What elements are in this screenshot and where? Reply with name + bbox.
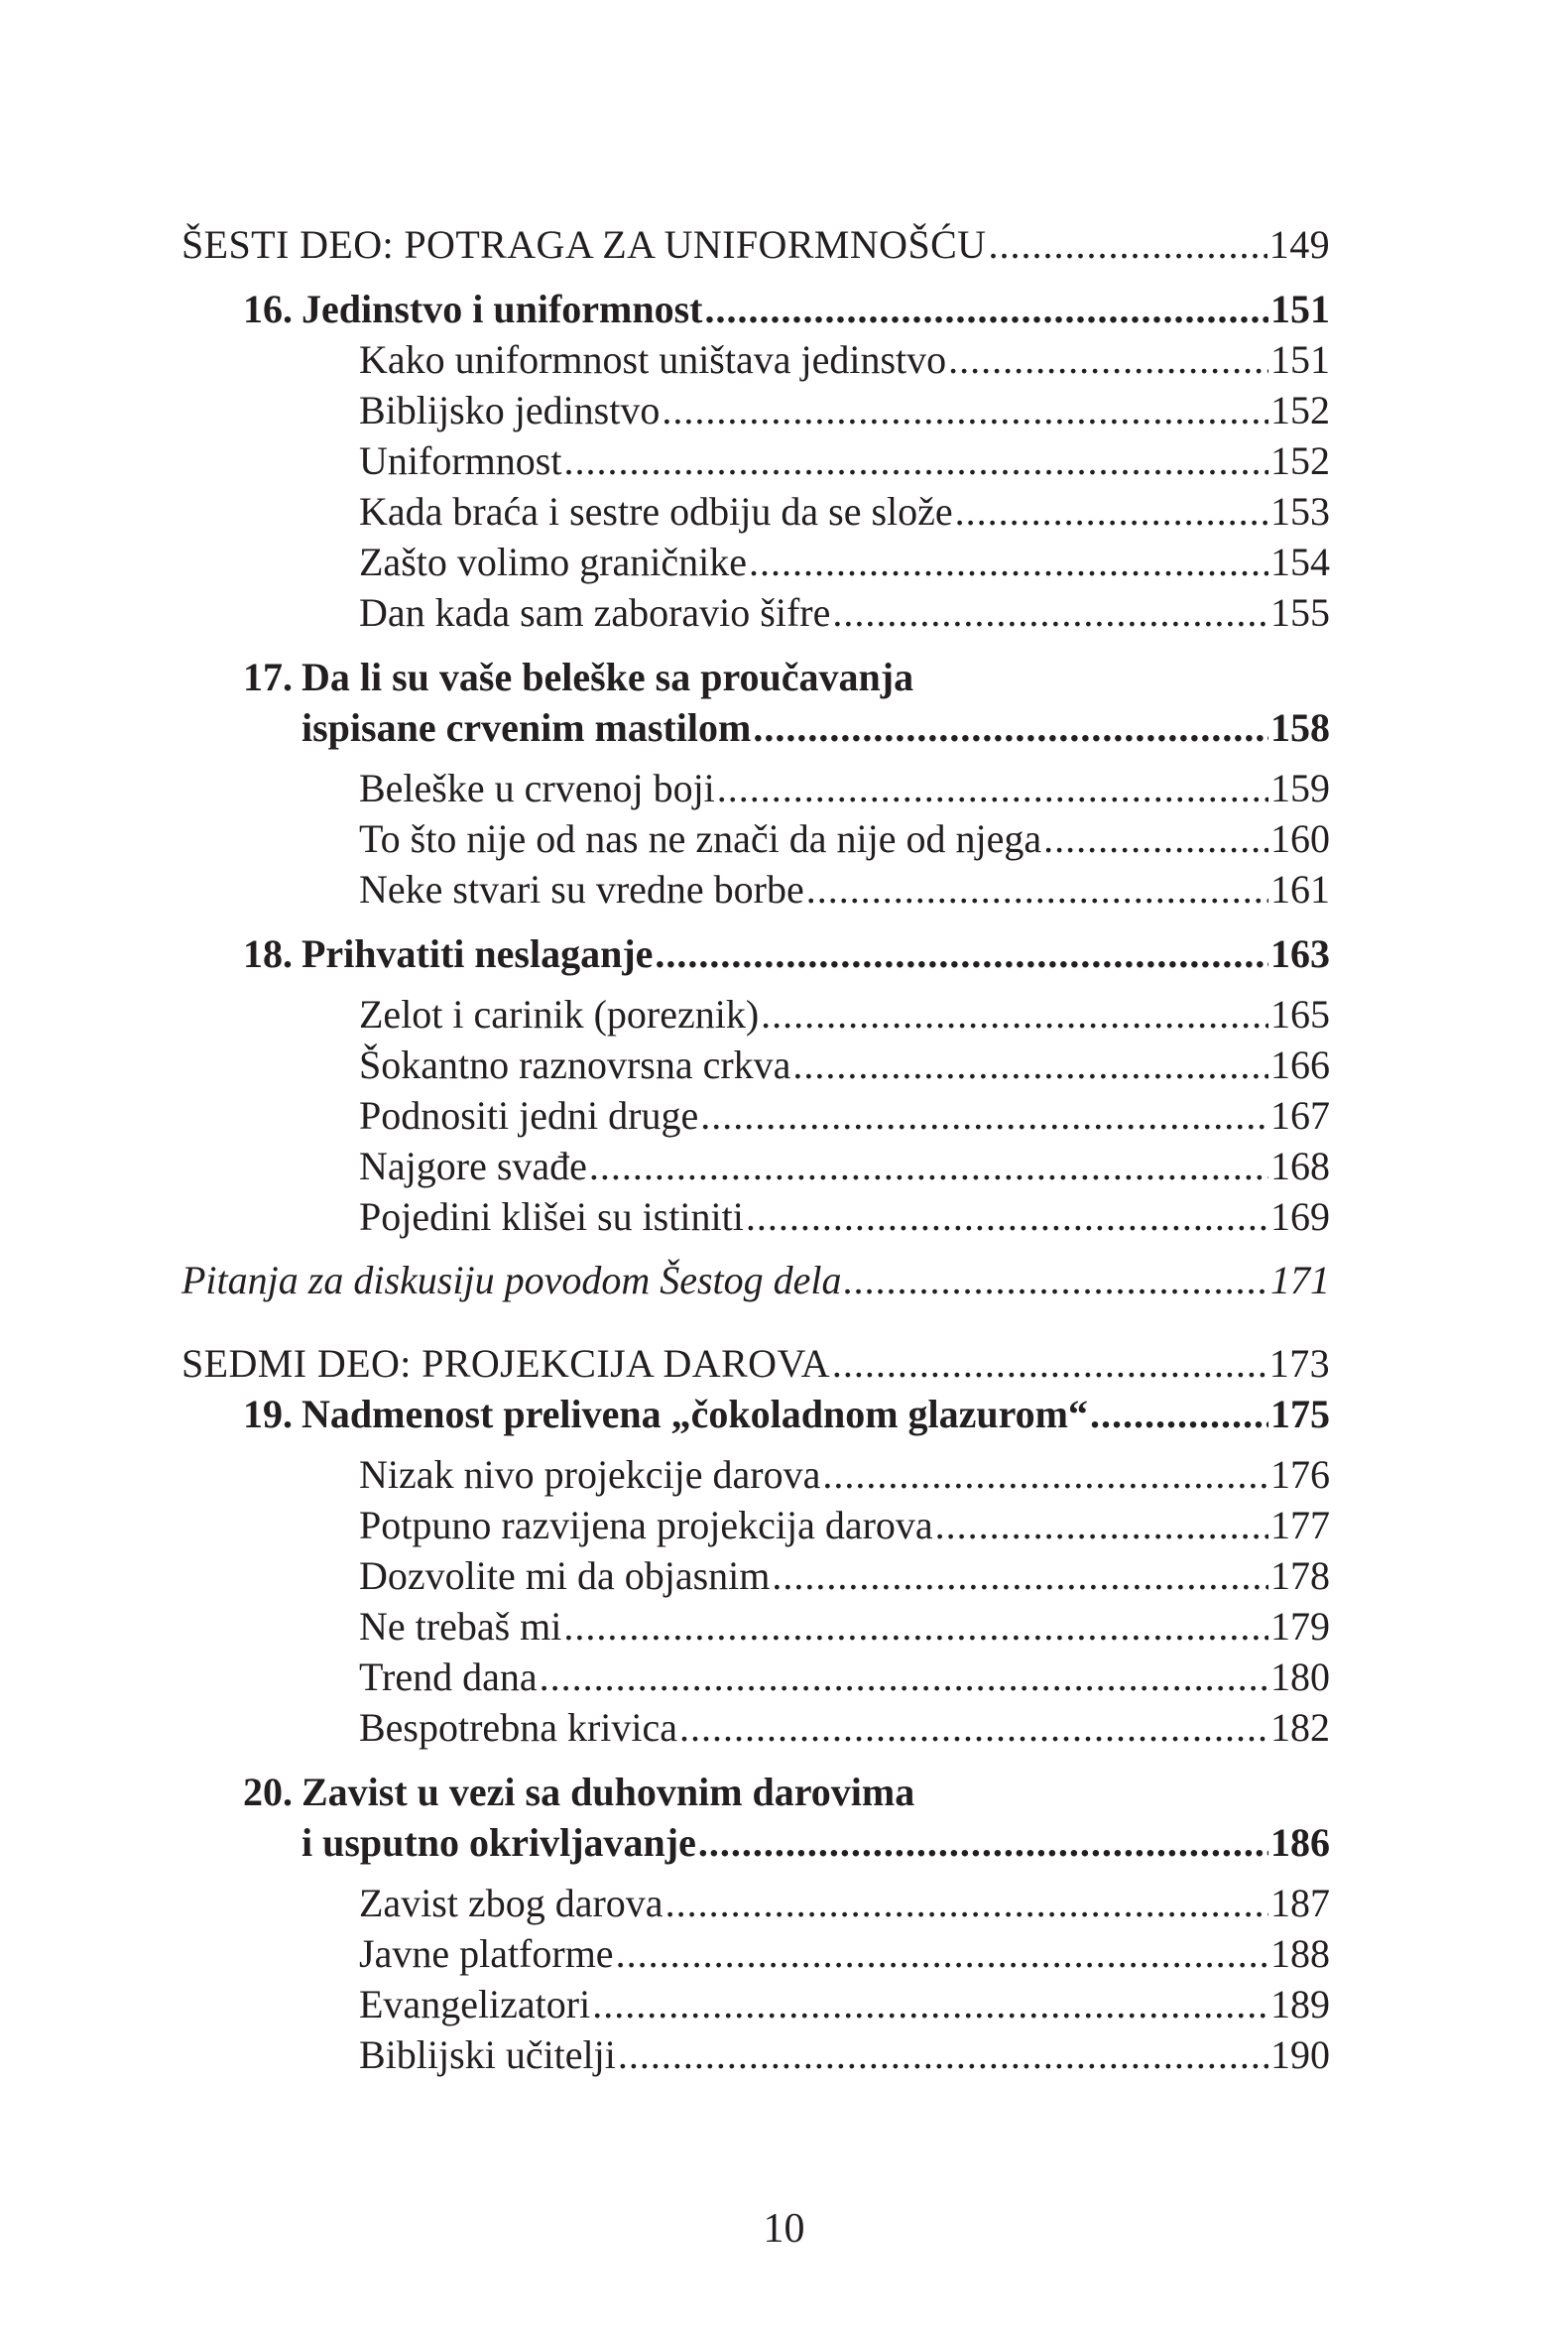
section-title: Ne trebaš mi [359,1604,562,1649]
section-title: Beleške u crvenoj boji [359,766,715,810]
dot-leader [1090,1389,1268,1439]
toc-page-number: 180 [1270,1655,1330,1699]
toc-section [181,334,1330,385]
chapter-number: 17. [243,655,293,699]
toc-page-number: 186 [1270,1820,1330,1865]
toc-page-number: 182 [1270,1705,1330,1750]
toc-page-number: 161 [1270,867,1330,912]
toc-section [181,1191,1330,1242]
dot-leader [1043,813,1268,864]
toc-chapter-continuation [181,702,1330,753]
toc-page-number: 176 [1270,1452,1330,1497]
chapter-number: 19. [243,1392,293,1436]
toc-chapter [181,652,1330,702]
chapter-title: Jedinstvo i uniformnost [302,287,703,331]
toc-section [181,813,1330,864]
toc-page-number: 189 [1270,1982,1330,2026]
section-title: Uniformnost [359,438,562,483]
toc-page-number: 179 [1270,1604,1330,1649]
dot-leader [662,385,1268,435]
section-title: Dozvolite mi da objasnim [359,1553,771,1598]
dot-leader [749,537,1268,587]
toc-page-number: 152 [1270,388,1330,432]
section-title: Javne platforme [359,1931,614,1976]
toc-page-number: 169 [1270,1194,1330,1239]
toc-section [181,864,1330,915]
dot-leader [844,1255,1268,1305]
toc-section [181,486,1330,537]
toc-page-number: 188 [1270,1931,1330,1976]
toc-chapter [181,1389,1330,1439]
toc-section [181,1449,1330,1500]
section-title: Potpuno razvijena projekcija darova [359,1503,933,1547]
dot-leader [616,1928,1268,1979]
toc-page-number: 187 [1270,1881,1330,1925]
section-title: Nizak nivo projekcije darova [359,1452,821,1497]
section-title: Biblijski učitelji [359,2032,616,2077]
section-title: Dan kada sam zaboravio šifre [359,590,831,635]
toc-section [181,537,1330,587]
toc-section [181,763,1330,813]
toc-section [181,2029,1330,2080]
dot-leader [792,1040,1268,1090]
section-title: Zavist zbog darova [359,1881,663,1925]
toc-page-number: 159 [1270,766,1330,810]
dot-leader [935,1500,1268,1550]
dot-leader [592,1979,1268,2029]
dot-leader [589,1141,1268,1191]
section-title: Trend dana [359,1655,538,1699]
toc-section [181,989,1330,1040]
chapter-number: 18. [243,931,293,976]
chapter-title-line1: Da li su vaše beleške sa proučavanja [302,655,914,699]
toc-page-number: 175 [1270,1392,1330,1436]
section-title: Neke stvari su vredne borbe [359,867,804,912]
toc-section [181,1141,1330,1191]
toc-page-number: 168 [1270,1144,1330,1188]
toc-page-number: 155 [1270,590,1330,635]
toc-page-number: 173 [1268,1341,1330,1386]
dot-leader [618,2029,1268,2080]
toc-page-number: 190 [1270,2032,1330,2077]
toc-section [181,435,1330,486]
dot-leader [753,702,1268,753]
toc-part-heading [181,219,1330,270]
table-of-contents [181,219,1330,2080]
toc-page-number: 151 [1270,337,1330,382]
section-title: Bespotrebna krivica [359,1705,677,1750]
dot-leader [540,1652,1268,1702]
section-title: Zelot i carinik (poreznik) [359,992,760,1037]
toc-chapter-continuation [181,1817,1330,1868]
dot-leader [700,1090,1268,1141]
toc-chapter [181,284,1330,334]
toc-page-number: 177 [1270,1503,1330,1547]
toc-section [181,1040,1330,1090]
toc-section [181,1500,1330,1550]
dot-leader [655,928,1268,979]
toc-part-heading [181,1338,1330,1389]
section-title: Podnositi jedni druge [359,1093,699,1138]
toc-section [181,587,1330,638]
toc-page-number: 160 [1270,816,1330,861]
dot-leader [563,435,1268,486]
section-title: Šokantno raznovrsna crkva [359,1042,791,1087]
toc-section [181,1652,1330,1702]
chapter-title: Nadmenost prelivena „čokoladnom glazurom“ [302,1392,1088,1436]
dot-leader [761,989,1268,1040]
dot-leader [955,486,1268,537]
toc-section [181,1979,1330,2029]
discussion-title: Pitanja za diskusiju povodom Šestog dela [181,1258,842,1302]
section-title: Zašto volimo graničnike [359,540,748,584]
toc-page-number: 158 [1270,705,1330,750]
section-title: To što nije od nas ne znači da nije od njega [359,816,1042,861]
dot-leader [679,1702,1268,1753]
toc-part-title: SEDMI DEO: PROJEKCIJA DAROVA [181,1341,830,1386]
chapter-title-line2: ispisane crvenim mastilom [302,705,752,750]
section-title: Najgore svađe [359,1144,587,1188]
page-number: 10 [763,2206,805,2252]
dot-leader [746,1191,1268,1242]
chapter-number: 20. [243,1770,293,1814]
toc-section [181,1928,1330,1979]
toc-page-number: 171 [1270,1258,1330,1302]
toc-page-number: 163 [1270,931,1330,976]
toc-section [181,1550,1330,1601]
section-title: Biblijsko jedinstvo [359,388,661,432]
toc-page-number: 149 [1268,222,1330,267]
chapter-title-line1: Zavist u vezi sa duhovnim darovima [302,1770,915,1814]
toc-discussion-entry [181,1255,1330,1305]
toc-page-number: 167 [1270,1093,1330,1138]
dot-leader [832,587,1268,638]
section-title: Kako uniformnost uništava jedinstvo [359,337,947,382]
toc-chapter [181,928,1330,979]
toc-page-number: 153 [1270,489,1330,534]
chapter-title: Prihvatiti neslaganje [302,931,654,976]
toc-page-number: 166 [1270,1042,1330,1087]
chapter-number: 16. [243,287,293,331]
toc-section [181,1878,1330,1928]
toc-section [181,385,1330,435]
toc-section [181,1090,1330,1141]
section-title: Evangelizatori [359,1982,591,2026]
toc-chapter [181,1767,1330,1817]
toc-page-number: 152 [1270,438,1330,483]
dot-leader [563,1601,1268,1652]
toc-page-number: 178 [1270,1553,1330,1598]
dot-leader [806,864,1268,915]
dot-leader [705,284,1269,334]
toc-section [181,1702,1330,1753]
section-title: Kada braća i sestre odbiju da se slože [359,489,953,534]
toc-part-title: ŠESTI DEO: POTRAGA ZA UNIFORMNOŠĆU [181,222,987,267]
dot-leader [698,1817,1268,1868]
dot-leader [665,1878,1268,1928]
dot-leader [988,219,1266,270]
toc-page-number: 165 [1270,992,1330,1037]
toc-section [181,1601,1330,1652]
dot-leader [822,1449,1268,1500]
dot-leader [948,334,1268,385]
dot-leader [832,1338,1267,1389]
chapter-title-line2: i usputno okrivljavanje [302,1820,696,1865]
dot-leader [772,1550,1268,1601]
section-title: Pojedini klišei su istiniti [359,1194,744,1239]
dot-leader [717,763,1268,813]
toc-page-number: 154 [1270,540,1330,584]
toc-page-number: 151 [1270,287,1330,331]
